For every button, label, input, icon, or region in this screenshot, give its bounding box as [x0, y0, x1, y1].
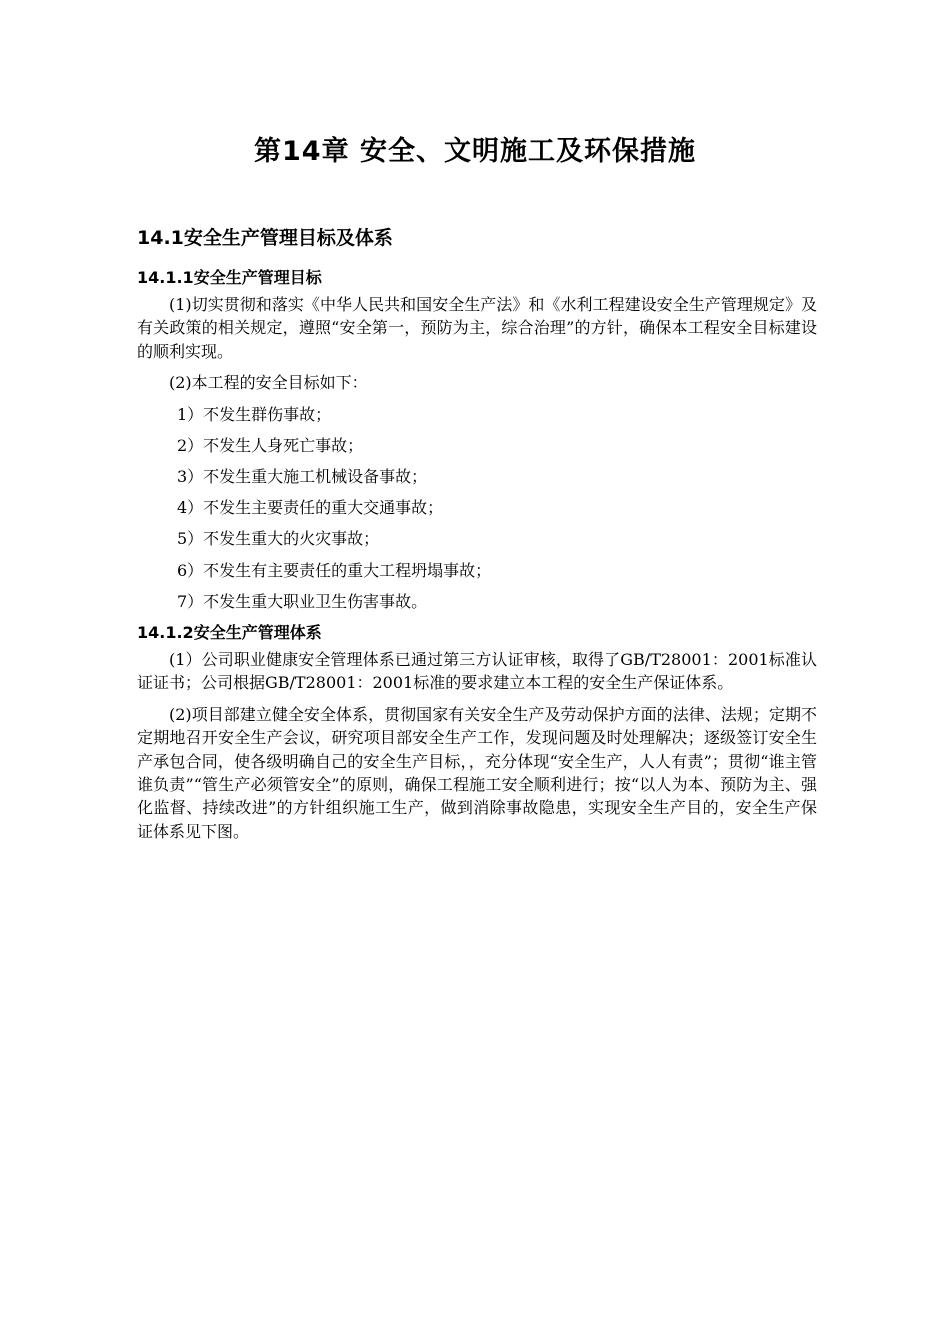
list-item: 7）不发生重大职业卫生伤害事故。	[177, 591, 428, 611]
paragraph-certification: (1）公司职业健康安全管理体系已通过第三方认证审核，取得了GB/T28001：2001标准认证证书；公司根据GB/T28001：2001标准的要求建立本工程的安全生产保证体系。	[137, 650, 817, 693]
safety-goal-list	[137, 403, 817, 614]
list-item: 5）不发生重大的火灾事故；	[177, 529, 380, 549]
paragraph-safety-goal-list-intro: (2)本工程的安全目标如下：	[169, 373, 368, 393]
list-item: 4）不发生主要责任的重大交通事故；	[177, 498, 444, 518]
document-body	[137, 222, 817, 851]
list-item: 3）不发生重大施工机械设备事故；	[177, 467, 428, 487]
chapter-title: 第14章 安全、文明施工及环保措施	[254, 136, 696, 167]
subsection-heading-14-1-1: 14.1.1安全生产管理目标	[137, 268, 322, 287]
list-item: 2）不发生人身死亡事故；	[177, 435, 364, 455]
list-item: 6）不发生有主要责任的重大工程坍塌事故；	[177, 560, 492, 580]
section-heading-14-1: 14.1安全生产管理目标及体系	[137, 227, 393, 249]
list-item: 1）不发生群伤事故；	[177, 404, 332, 424]
paragraph-safety-goal-intro: (1)切实贯彻和落实《中华人民共和国安全生产法》和《水利工程建设安全生产管理规定》及有关政策的相关规定，遵照“安全第一，预防为主，综合治理”的方针，确保本工程安全目标建设的顺利实现。	[137, 295, 817, 361]
subsection-heading-14-1-2: 14.1.2安全生产管理体系	[137, 623, 322, 643]
paragraph-safety-system: (2)项目部建立健全安全体系，贯彻国家有关安全生产及劳动保护方面的法律、法规；定期不定期地召开安全生产会议，研究项目部安全生产工作，发现问题及时处理解决；逐级签订安全生产承包合同，使各级明确自己的安全生产目标，，充分体现“安全生产，人人有责”；贯彻“谁主管谁负责”“管生产必须管安全”的原则，确保工程施工安全顺利进行；按“以人为本、预防为主、强化监督、持续改进”的方针组织施工生产，做到消除事故隐患，实现安全生产目的，安全生产保证体系见下图。	[137, 704, 817, 841]
